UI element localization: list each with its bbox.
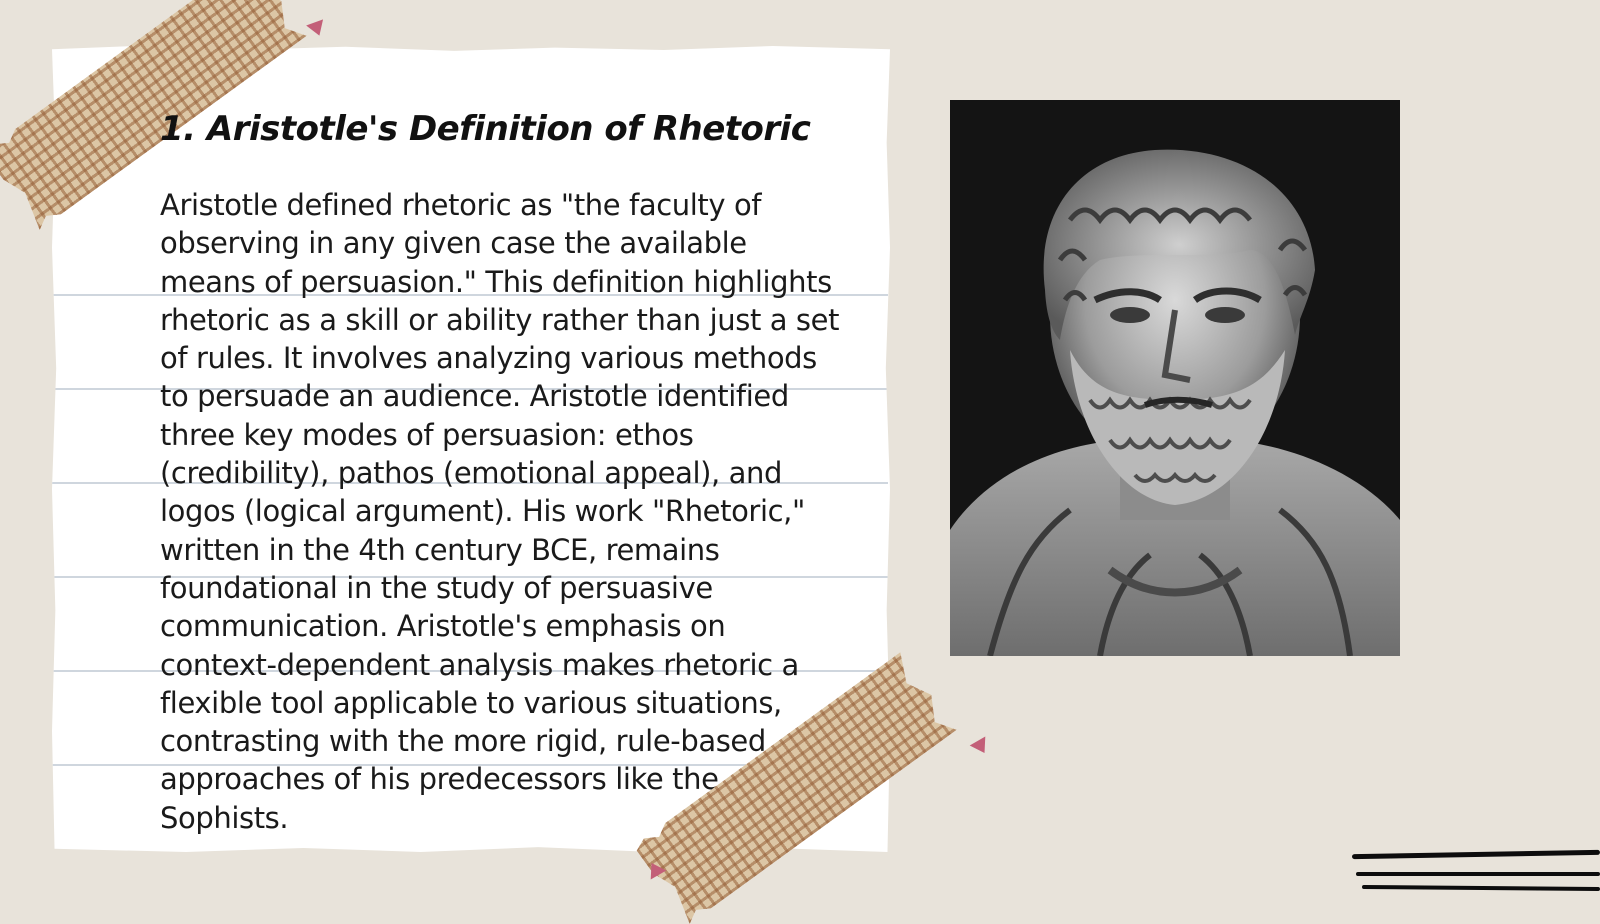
decorative-stroke <box>1362 885 1600 891</box>
decorative-stroke <box>1352 850 1600 859</box>
slide-body: Aristotle defined rhetoric as "the faculty of observing in any given case the available means of persuasion." This definition highlights rhetoric as a skill or ability rather than just a set of rules. It involves analyzing various methods to persuade an audience. Aristotle identified three key modes of persuasion: ethos (credibility), pathos (emotional appeal), and logos (logical argument). His work "Rhetoric," written in the 4th century BCE, remains foundational in the study of persuasive communication. Aristotle's emphasis on context-dependent analysis makes rhetoric a flexible tool applicable to various situations, contrasting with the more rigid, rule-based approaches of his predecessors like the Sophists. <box>160 188 840 835</box>
pin-icon <box>970 736 993 757</box>
decorative-stroke <box>1356 872 1600 876</box>
slide-title: 1. Aristotle's Definition of Rhetoric <box>160 109 811 149</box>
aristotle-bust-image <box>950 100 1400 656</box>
pin-icon <box>306 19 328 38</box>
bust-illustration <box>950 100 1400 656</box>
